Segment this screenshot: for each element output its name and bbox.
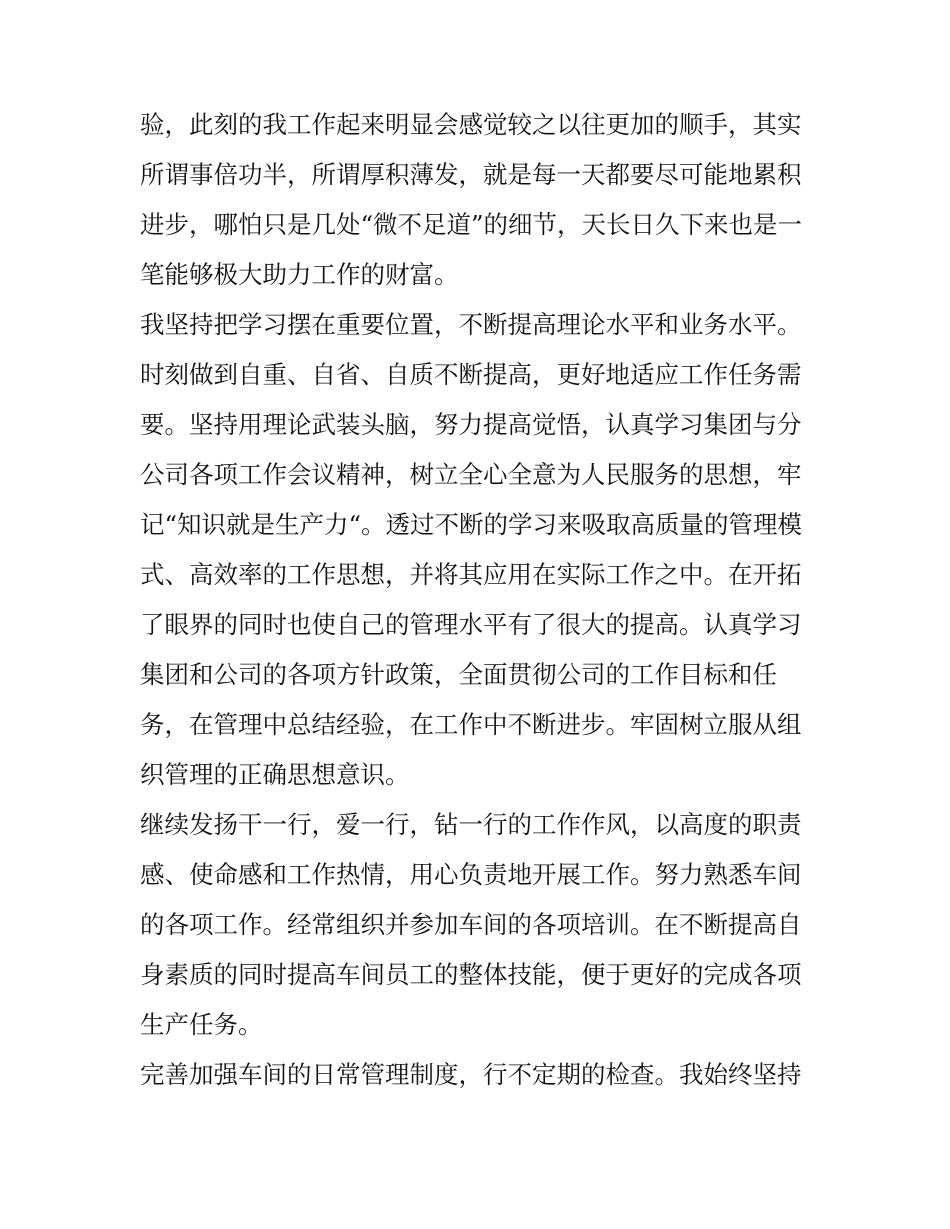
text-line: 务，在管理中总结经验，在工作中不断进步。牢固树立服从组: [140, 710, 802, 739]
text-line: 式、高效率的工作思想，并将其应用在实际工作之中。在开拓: [140, 560, 802, 589]
text-line: 了眼界的同时也使自己的管理水平有了很大的提高。认真学习: [140, 610, 802, 639]
text-line: 笔能够极大助力工作的财富。: [140, 260, 459, 289]
text-line: 感、使命感和工作热情，用心负责地开展工作。努力熟悉车间: [140, 860, 802, 889]
text-line: 生产任务。: [140, 1010, 263, 1039]
text-line: 完善加强车间的日常管理制度，行不定期的检查。我始终坚持: [140, 1060, 802, 1089]
text-line: 的各项工作。经常组织并参加车间的各项培训。在不断提高自: [140, 910, 802, 939]
text-line: 记“知识就是生产力“。透过不断的学习来吸取高质量的管理模: [140, 510, 803, 539]
text-line: 所谓事倍功半，所谓厚积薄发，就是每一天都要尽可能地累积: [140, 160, 802, 189]
text-line: 验，此刻的我工作起来明显会感觉较之以往更加的顺手，其实: [140, 110, 802, 139]
text-line: 继续发扬干一行，爱一行，钻一行的工作作风，以高度的职责: [140, 810, 802, 839]
text-line: 要。坚持用理论武装头脑，努力提高觉悟，认真学习集团与分: [140, 410, 802, 439]
document-body: [140, 100, 820, 1100]
text-line: 时刻做到自重、自省、自质不断提高，更好地适应工作任务需: [140, 360, 802, 389]
text-line: 进步，哪怕只是几处“微不足道”的细节，天长日久下来也是一: [140, 210, 803, 239]
text-line: 身素质的同时提高车间员工的整体技能，便于更好的完成各项: [140, 960, 802, 989]
text-line: 集团和公司的各项方针政策，全面贯彻公司的工作目标和任: [140, 660, 777, 689]
text-line: 公司各项工作会议精神，树立全心全意为人民服务的思想，牢: [140, 460, 802, 489]
text-line: 我坚持把学习摆在重要位置，不断提高理论水平和业务水平。: [140, 310, 802, 339]
text-line: 织管理的正确思想意识。: [140, 760, 410, 789]
